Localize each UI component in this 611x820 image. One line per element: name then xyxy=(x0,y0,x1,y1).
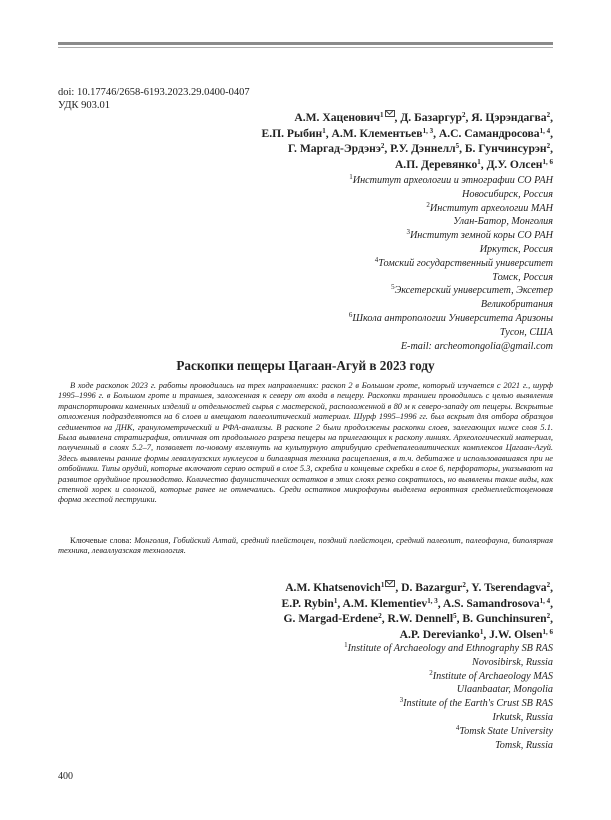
text-run: Ulaanbaatar, Mongolia xyxy=(456,684,553,696)
text-run: G. Margad-Erdene xyxy=(283,612,379,625)
text-line xyxy=(349,298,553,312)
text-run: , А.С. Самандросова xyxy=(433,126,540,140)
header-rule-thick xyxy=(58,42,553,45)
text-run: , xyxy=(550,581,553,594)
affiliation-marker: 1 xyxy=(380,581,385,589)
affiliation-marker: 2 xyxy=(546,111,551,119)
text-run: Новосибирск, Россия xyxy=(462,188,553,200)
affiliation-marker: 1, 4 xyxy=(539,596,551,605)
text-run: Г. Маргад-Эрдэнэ xyxy=(287,142,381,155)
affiliation-marker: 4 xyxy=(374,255,379,264)
text-run: Эксетерский университет, Эксетер xyxy=(394,285,553,297)
affiliation-marker: 4 xyxy=(455,723,460,732)
text-line xyxy=(349,271,553,285)
text-line xyxy=(261,126,553,142)
text-run: , А.М. Клементьев xyxy=(325,126,423,140)
doi: doi: 10.17746/2658-6193.2023.29.0400-0407 xyxy=(58,87,250,98)
affiliation-marker: 2 xyxy=(378,612,382,620)
keywords xyxy=(58,536,553,557)
text-run: Tomsk State University xyxy=(459,725,553,737)
text-run: A.M. Khatsenovich xyxy=(285,581,381,594)
text-run: , xyxy=(550,142,553,155)
text-run: Institute of Archaeology MAS xyxy=(432,670,553,682)
affiliation-marker: 3 xyxy=(399,696,404,705)
text-line xyxy=(349,284,553,298)
text-line xyxy=(344,656,553,670)
udk: УДК 903.01 xyxy=(58,100,111,111)
affiliation-marker: 1 xyxy=(479,627,484,636)
text-line xyxy=(261,110,553,126)
affiliation-marker: 2 xyxy=(426,200,430,209)
affiliation-marker: 1, 3 xyxy=(427,596,438,605)
affiliation-marker: 5 xyxy=(391,283,395,292)
text-run: Институт археологии и этнографии СО РАН xyxy=(352,175,553,186)
text-line xyxy=(349,312,553,326)
keywords-label: Ключевые слова: xyxy=(70,536,132,545)
text-line xyxy=(349,202,553,216)
text-line xyxy=(344,670,553,684)
text-line xyxy=(349,229,553,243)
text-line xyxy=(349,174,553,188)
text-line xyxy=(261,157,553,173)
text-run: Томск, Россия xyxy=(492,271,553,283)
text-line xyxy=(349,215,553,229)
affiliation-marker: 1 xyxy=(477,157,481,166)
text-line xyxy=(349,243,553,257)
text-run: , xyxy=(550,612,553,625)
text-line xyxy=(344,642,553,656)
text-run: Томский государственный университет xyxy=(378,257,553,269)
ru-authors xyxy=(261,110,553,172)
affiliation-marker: 1, 6 xyxy=(542,157,553,166)
text-run: Тусон, США xyxy=(499,326,553,338)
text-line xyxy=(282,611,553,627)
affiliation-marker: 2 xyxy=(461,111,466,119)
text-line xyxy=(261,141,553,157)
envelope-icon xyxy=(385,580,395,587)
text-run: Institute of Archaeology and Ethnography SB RAS xyxy=(347,643,553,654)
affiliation-marker: 5 xyxy=(455,142,460,150)
affiliation-marker: 2 xyxy=(380,142,385,150)
text-run: A.P. Derevianko xyxy=(399,627,480,641)
text-line xyxy=(344,683,553,697)
text-line xyxy=(349,340,553,354)
text-run: Институт земной коры СО РАН xyxy=(409,230,553,242)
text-run: E.P. Rybin xyxy=(281,596,334,610)
affiliation-marker: 1 xyxy=(333,596,338,605)
abstract: В ходе раскопок 2023 г. работы проводились на трех направлениях: раскоп 2 в Большом гроте, который изучается с 2021 г., шурф 1995–1996 г. в Большом гроте и траншея, заложенная к северу от входа в пещеру. Раскопки траншеи проводились с целью выявления транспортировки каменных изделий и отдельностей сырья с мастерской, расположенной в 80 м к северо-западу от пещеры. Вскрытые отложения подразделяются на 6 слоев и вмещают палеолитический материал. Шурф 1995–1996 гг. был вскрыт для отбора образцов седиментов на ДНК, гранулометрический и РФА-анализы. В раскопе 2 были продолжены раскопки слоев, залегающих ниже слоя 5.1. Была выявлена стратиграфия, отличная от продольного разреза пещеры на прилегающих к раскопу линиях. Археологический материал, полученный в слоях 5.2–7, позволяет по-новому взглянуть на культурную атрибуцию среднепалеолитических комплексов Цагаан-Агуй. Здесь выявлены ранние формы леваллуазских нуклеусов и бипалярная техника расщепления, в т.ч. дебитаже и использовавшаяся при не отбойники. Типы орудий, которые включают серию острий в слое 5.3, скребла и концевые скребки в слое 6, перфораторы, указывают на развитое орудийное производство. Количество фаунистических остатков в этих слоях резко сократилось, но выявлены такие виды, как степной хорек и солонгой, которые ранее не отмечались. Среди остатков микрофауны выделена вероятная среднеплейстоценовая форма жестой пеструшки. xyxy=(58,381,553,505)
affiliation-marker: 2 xyxy=(462,581,466,589)
affiliation-marker: 1 xyxy=(344,641,348,649)
affiliation-marker: 1 xyxy=(322,126,326,135)
affiliation-marker: 1, 3 xyxy=(422,126,434,135)
affiliation-marker: 5 xyxy=(453,612,457,620)
text-run: А.П. Деревянко xyxy=(394,157,478,171)
text-line xyxy=(344,725,553,739)
page-number: 400 xyxy=(58,771,73,782)
affiliation-marker: 1, 6 xyxy=(542,627,553,636)
envelope-icon xyxy=(385,110,395,117)
affiliation-marker: 2 xyxy=(429,668,433,677)
text-line xyxy=(282,596,553,612)
affiliation-marker: 6 xyxy=(348,310,353,319)
text-line xyxy=(282,627,553,643)
text-line xyxy=(349,326,553,340)
text-run: Tomsk, Russia xyxy=(495,739,553,751)
affiliation-marker: 2 xyxy=(546,581,551,589)
text-run: , Р.У. Дэннелл xyxy=(384,142,456,155)
header-rule-thin xyxy=(58,47,553,48)
text-line xyxy=(344,739,553,753)
text-run: Иркутск, Россия xyxy=(479,243,553,255)
affiliation-marker: 1 xyxy=(349,173,353,181)
text-run: , J.W. Olsen xyxy=(483,627,543,641)
ru-affiliations xyxy=(349,174,553,353)
text-run: E-mail: archeomongolia@gmail.com xyxy=(400,340,553,352)
text-line xyxy=(344,711,553,725)
text-run: Novosibirsk, Russia xyxy=(472,656,553,668)
text-run: , D. Bazargur xyxy=(395,581,463,594)
text-line xyxy=(349,257,553,271)
affiliation-marker: 1 xyxy=(380,111,384,119)
text-run: , Д.У. Олсен xyxy=(480,157,543,171)
text-run: Школа антропологии Университета Аризоны xyxy=(352,312,553,324)
text-line xyxy=(344,697,553,711)
text-run: , Я. Цэрэндагва xyxy=(465,111,547,124)
text-run: А.М. Хаценович xyxy=(294,111,381,124)
text-run: Е.П. Рыбин xyxy=(261,126,323,140)
text-run: , Б. Гунчинсурэн xyxy=(459,142,547,155)
affiliation-marker: 1, 4 xyxy=(539,126,551,135)
text-run: Великобритания xyxy=(480,299,553,311)
affiliation-marker: 2 xyxy=(546,142,551,150)
text-run: Улан-Батор, Монголия xyxy=(453,216,553,228)
affiliation-marker: 3 xyxy=(406,228,410,237)
text-run: , xyxy=(550,126,553,140)
text-run: Irkutsk, Russia xyxy=(492,711,553,723)
text-run: Institute of the Earth's Crust SB RAS xyxy=(403,698,553,710)
text-run: , A.S. Samandrosova xyxy=(437,596,540,610)
keywords-text: Монголия, Гобийский Алтай, средний плейстоцен, поздний плейстоцен, средний палеолит, палеофауна, биполярная техника, леваллуазская технология. xyxy=(58,536,554,556)
text-line xyxy=(349,188,553,202)
affiliation-marker: 2 xyxy=(546,612,551,620)
text-run: Институт археологии МАН xyxy=(429,202,553,214)
text-run: , Y. Tserendagva xyxy=(465,581,547,594)
en-authors xyxy=(282,580,553,642)
text-run: , A.M. Klementiev xyxy=(337,596,428,610)
text-run: , xyxy=(550,111,553,124)
text-run: , Д. Базаргур xyxy=(394,111,462,124)
text-run: , B. Gunchinsuren xyxy=(456,612,547,625)
text-line xyxy=(282,580,553,596)
text-run: , R.W. Dennell xyxy=(381,612,454,625)
en-affiliations xyxy=(344,642,553,752)
paper-title: Раскопки пещеры Цагаан-Агуй в 2023 году xyxy=(176,358,435,373)
text-run: , xyxy=(550,596,553,610)
